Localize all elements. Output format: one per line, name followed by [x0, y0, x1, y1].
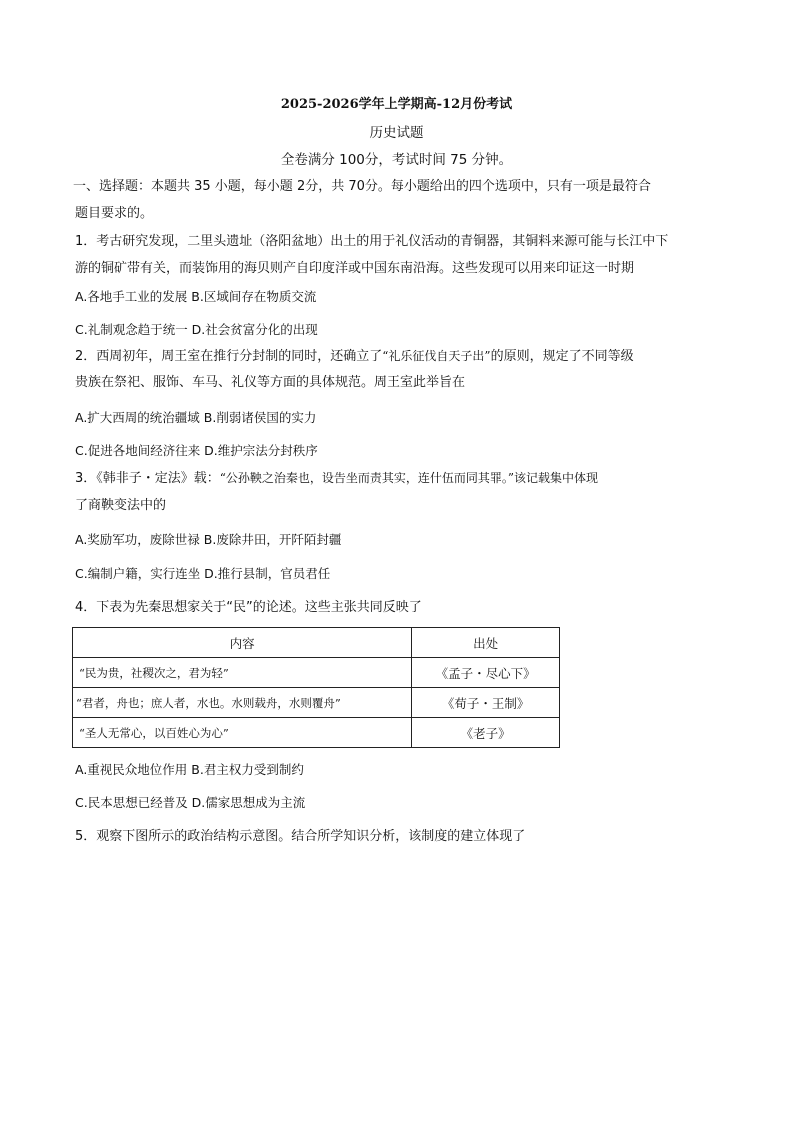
table-row: [73, 718, 560, 748]
q3-options-line1: A.奖励军功，废除世禄 B.废除井田，开阡陌封疆: [75, 532, 342, 547]
q4-stem-line1: 4．下表为先秦思想家关于“民”的论述。这些主张共同反映了: [75, 600, 422, 615]
subject-title: 历史试题: [369, 125, 424, 141]
q3-options-line2: C.编制户籍，实行连坐 D.推行县制，官员君任: [75, 566, 331, 581]
table-cell-content: “民为贵，社稷次之，君为轻”: [73, 658, 412, 688]
q4-options-line1: A.重视民众地位作用 B.君主权力受到制约: [75, 762, 304, 777]
q1-stem-line2: 游的铜矿带有关，而装饰用的海贝则产自印度洋或中国东南沿海。这些发现可以用来印证这一时期: [75, 261, 635, 276]
table-row: [73, 688, 560, 718]
q1-options-line1: A.各地手工业的发展 B.区域间存在物质交流: [75, 289, 317, 304]
table-cell-content: “圣人无常心，以百姓心为心”: [73, 718, 412, 748]
q2-options-line2: C.促进各地间经济往来 D.维护宗法分封秩序: [75, 443, 318, 458]
q2-options-line1: A.扩大西周的统治疆域 B.削弱诸侯国的实力: [75, 410, 317, 425]
q3-stem-text-a: 3．《韩非子・定法》载：: [75, 471, 220, 486]
q2-stem-text-a: 2．西周初年，周王室在推行分封制的同时，还确立了: [75, 349, 383, 364]
q3-stem-quote: “公孙鞅之治秦也，设告坐而责其实，连什伍而同其罪。”该记载集中体现: [219, 471, 599, 485]
q1-stem-line1: 1．考古研究发现，二里头遗址（洛阳盆地）出土的用于礼仪活动的青铜器，其铜料来源可能与长江中下: [75, 234, 669, 249]
q3-stem-line2: 了商鞅变法中的: [75, 498, 167, 513]
exam-title: 2025-2026学年上学期高-12月份考试: [280, 97, 513, 112]
section-intro-line1: 一、选择题：本题共 35 小题，每小题 2分，共 70分。每小题给出的四个选项中，只有一项是最符合: [73, 179, 651, 194]
q4-table: [72, 627, 560, 748]
q3-stem-line1: [75, 469, 598, 488]
table-header-row: [73, 628, 560, 658]
q1-options-line2: C.礼制观念趋于统一 D.社会贫富分化的出现: [75, 322, 318, 337]
q5-stem-line1: 5．观察下图所示的政治结构示意图。结合所学知识分析，该制度的建立体现了: [75, 829, 526, 844]
table-cell-content: “君者，舟也；庶人者，水也。水则载舟，水则覆舟”: [73, 688, 412, 718]
table-row: [73, 658, 560, 688]
section-intro-line2: 题目要求的。: [75, 206, 154, 221]
table-cell-source: 《荀子・王制》: [412, 688, 560, 718]
q4-options-line2: C.民本思想已经普及 D.儒家思想成为主流: [75, 795, 306, 810]
q2-stem-quote: “礼乐征伐自天子出”: [382, 349, 491, 363]
q2-stem-line2: 贵族在祭祀、服饰、车马、礼仪等方面的具体规范。周王室此举旨在: [75, 375, 466, 390]
exam-info: 全卷满分 100分，考试时间 75 分钟。: [280, 152, 513, 168]
q2-stem-line1: [75, 347, 634, 366]
q2-stem-text-b: 的原则，规定了不同等级: [490, 349, 634, 364]
table-header-source: 出处: [412, 628, 560, 658]
table-header-content: 内容: [73, 628, 412, 658]
table-cell-source: 《老子》: [412, 718, 560, 748]
table-cell-source: 《孟子・尽心下》: [412, 658, 560, 688]
